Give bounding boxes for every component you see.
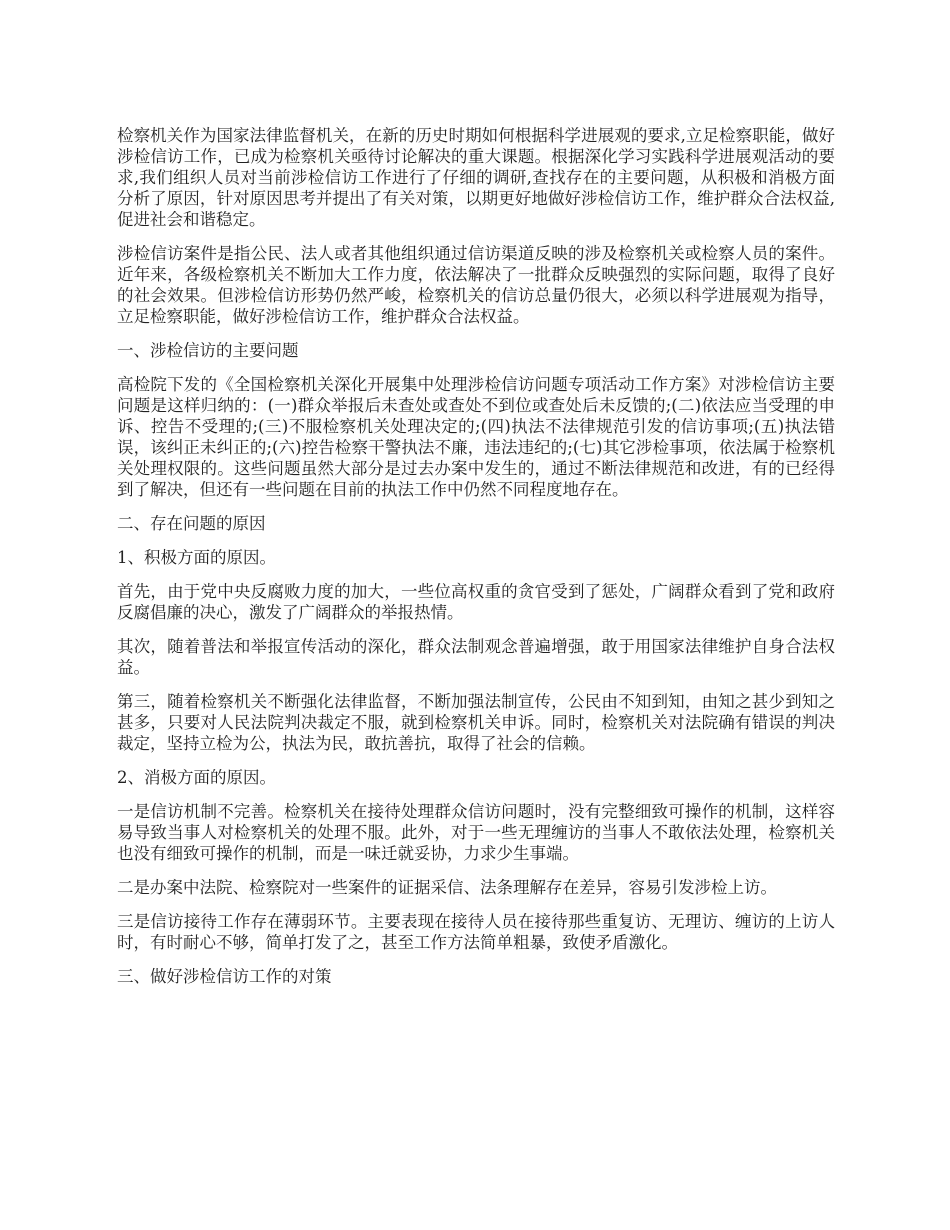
paragraph-second: 其次，随着普法和举报宣传活动的深化，群众法制观念普遍增强，敢于用国家法律维护自身合法权益。	[117, 637, 835, 677]
section-heading-3: 三、做好涉检信访工作的对策	[117, 967, 332, 986]
paragraph-negative-2: 二是办案中法院、检察院对一些案件的证据采信、法条理解存在差异，容易引发涉检上访。	[117, 878, 777, 897]
subsection-heading-negative: 2、消极方面的原因。	[117, 768, 276, 787]
paragraph-negative-1: 一是信访机制不完善。检察机关在接待处理群众信访问题时，没有完整细致可操作的机制，这样容易导致当事人对检察机关的处理不服。此外，对于一些无理缠访的当事人不敢依法处理，检察机关也没有细致可操作的机制，而是一味迁就妥协，力求少生事端。	[117, 802, 835, 863]
paragraph-definition: 涉检信访案件是指公民、法人或者其他组织通过信访渠道反映的涉及检察机关或检察人员的案件。近年来，各级检察机关不断加大工作力度，依法解决了一批群众反映强烈的实际问题，取得了良好的社会效果。但涉检信访形势仍然严峻，检察机关的信访总量仍很大，必须以科学进展观为指导，立足检察职能，做好涉检信访工作，维护群众合法权益。	[117, 244, 835, 326]
paragraph-main-problems: 高检院下发的《全国检察机关深化开展集中处理涉检信访问题专项活动工作方案》对涉检信访主要问题是这样归纳的：(一)群众举报后未查处或查处不到位或查处后未反馈的;(二)依法应当受理的申诉、控告不受理的;(三)不服检察机关处理决定的;(四)执法不法律规范引发的信访事项;(五)执法错误，该纠正未纠正的;(六)控告检察干警执法不廉，违法违纪的;(七)其它涉检事项，依法属于检察机关处理权限的。这些问题虽然大部分是过去办案中发生的，通过不断法律规范和改进，有的已经得到了解决，但还有一些问题在目前的执法工作中仍然不同程度地存在。	[117, 375, 835, 499]
subsection-heading-positive: 1、积极方面的原因。	[117, 548, 276, 567]
section-heading-1: 一、涉检信访的主要问题	[117, 341, 299, 360]
section-heading-2: 二、存在问题的原因	[117, 514, 266, 533]
paragraph-third: 第三，随着检察机关不断强化法律监督，不断加强法制宣传，公民由不知到知，由知之甚少到知之甚多，只要对人民法院判决裁定不服，就到检察机关申诉。同时，检察机关对法院确有错误的判决裁定，坚持立检为公，执法为民，敢抗善抗，取得了社会的信赖。	[117, 692, 835, 753]
paragraph-first: 首先，由于党中央反腐败力度的加大，一些位高权重的贪官受到了惩处，广阔群众看到了党和政府反腐倡廉的决心，激发了广阔群众的举报热情。	[117, 582, 835, 622]
paragraph-intro: 检察机关作为国家法律监督机关，在新的历史时期如何根据科学进展观的要求,立足检察职能，做好涉检信访工作，已成为检察机关亟待讨论解决的重大课题。根据深化学习实践科学进展观活动的要求,我们组织人员对当前涉检信访工作进行了仔细的调研,查找存在的主要问题，从积极和消极方面分析了原因，针对原因思考并提出了有关对策，以期更好地做好涉检信访工作，维护群众合法权益,促进社会和谐稳定。	[117, 126, 835, 229]
document-body	[117, 125, 835, 1000]
paragraph-negative-3: 三是信访接待工作存在薄弱环节。主要表现在接待人员在接待那些重复访、无理访、缠访的上访人时，有时耐心不够，简单打发了之，甚至工作方法简单粗暴，致使矛盾激化。	[117, 912, 835, 952]
